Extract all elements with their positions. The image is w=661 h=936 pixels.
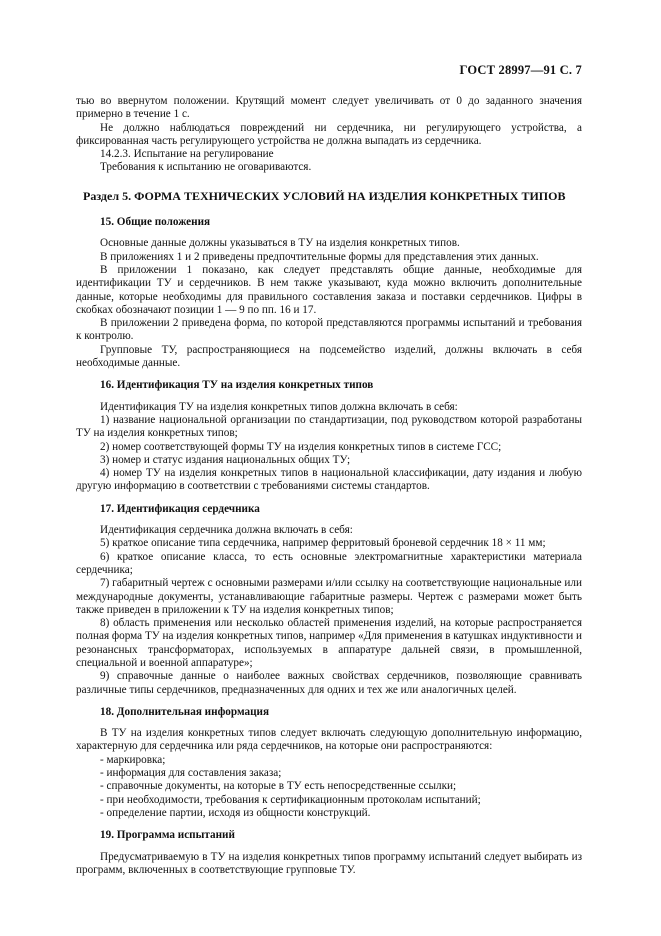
paragraph: Предусматриваемую в ТУ на изделия конкретных типов программу испытаний следует выбирать из программ, включенных в соответствующие групповые ТУ. [76,850,582,876]
subsection-heading: 16. Идентификация ТУ на изделия конкретных типов [100,379,374,392]
paragraph: Основные данные должны указываться в ТУ на изделия конкретных типов. [100,237,460,250]
list-item: 3) номер и статус издания национальных общих ТУ; [100,453,351,466]
paragraph: Идентификация ТУ на изделия конкретных типов должна включать в себя: [100,400,458,413]
subsection-heading: 18. Дополнительная информация [100,705,270,718]
list-item: 1) название национальной организации по стандартизации, под руководством которой разработаны ТУ на изделия конкретных типов; [76,413,582,440]
paragraph: В ТУ на изделия конкретных типов следует включать следующую дополнительную информацию, характерную для сердечника или ряда сердечников, на которые они распространяются: [76,727,582,753]
list-item: - при необходимости, требования к сертификационным протоколам испытаний; [100,793,481,806]
page-header: ГОСТ 28997—91 С. 7 [459,63,582,77]
list-item: - определение партии, исходя из общности конструкций. [100,806,371,819]
list-item: 4) номер ТУ на изделия конкретных типов в национальной классификации, дату издания и любую другую информацию в соответствии с требованиями системы стандартов. [76,467,582,493]
list-item: - информация для составления заказа; [100,767,282,780]
list-item: 9) справочные данные о наиболее важных свойствах сердечников, позволяющие сравнивать различные типы сердечников, предназначенных для одних и тех же или аналогичных целей. [76,670,582,696]
document-body [76,95,582,877]
paragraph: Идентификация сердечника должна включать в себя: [100,524,353,537]
paragraph: В приложении 2 приведена форма, по которой представляются программы испытаний и требования к контролю. [76,317,582,343]
paragraph: В приложениях 1 и 2 приведены предпочтительные формы для представления этих данных. [100,250,539,263]
list-item: 2) номер соответствующей формы ТУ на изделия конкретных типов в системе ГСС; [100,440,502,453]
paragraph: Не должно наблюдаться повреждений ни сердечника, ни регулирующего устройства, а фиксированная часть регулирующего устройства не должна выпадать из сердечника. [76,121,582,147]
paragraph: Требования к испытанию не оговариваются. [100,161,312,174]
subsection-heading: 19. Программа испытаний [100,829,235,842]
list-item: - справочные документы, на которые в ТУ есть непосредственные ссылки; [100,780,457,793]
list-item: 8) область применения или несколько областей применения изделий, на которые распространяется полная форма ТУ на изделия конкретных типов, например «Для применения в катушках индуктивности и резонансных трансформаторах, используемых в аппаратуре дальней связи, в промышленной, специальной и военной аппаратуре»; [76,617,583,669]
list-item: - маркировка; [100,753,166,766]
paragraph: Групповые ТУ, распространяющиеся на подсемейство изделий, должны включать в себя необходимые данные. [76,343,582,370]
list-item: 6) краткое описание класса, то есть основные электромагнитные характеристики материала сердечника; [76,550,582,576]
paragraph: тью во ввернутом положении. Крутящий момент следует увеличивать от 0 до заданного значения примерно в течение 1 с. [76,95,582,121]
paragraph: В приложении 1 показано, как следует представлять общие данные, необходимые для идентификации ТУ и сердечников. В нем также указывают, куда можно включить дополнительные данные, которые необходимы для правильного составления заказа и поставки сердечников. Цифры в скобках обозначают позиции 1 — 9 по пп. 16 и 17. [76,263,582,316]
list-item: 7) габаритный чертеж с основными размерами и/или ссылку на соответствующие национальные или международные документы, устанавливающие габаритные размеры. Чертеж с размерами может быть также приведен в приложении к ТУ на изделия конкретных типов; [76,577,582,616]
paragraph: 14.2.3. Испытание на регулирование [100,148,274,161]
section-title: Раздел 5. ФОРМА ТЕХНИЧЕСКИХ УСЛОВИЙ НА ИЗДЕЛИЯ КОНКРЕТНЫХ ТИПОВ [83,188,566,203]
subsection-heading: 15. Общие положения [100,216,211,229]
list-item: 5) краткое описание типа сердечника, например ферритовый броневой сердечник 18 × 11 мм; [100,537,546,550]
subsection-heading: 17. Идентификация сердечника [100,502,260,515]
